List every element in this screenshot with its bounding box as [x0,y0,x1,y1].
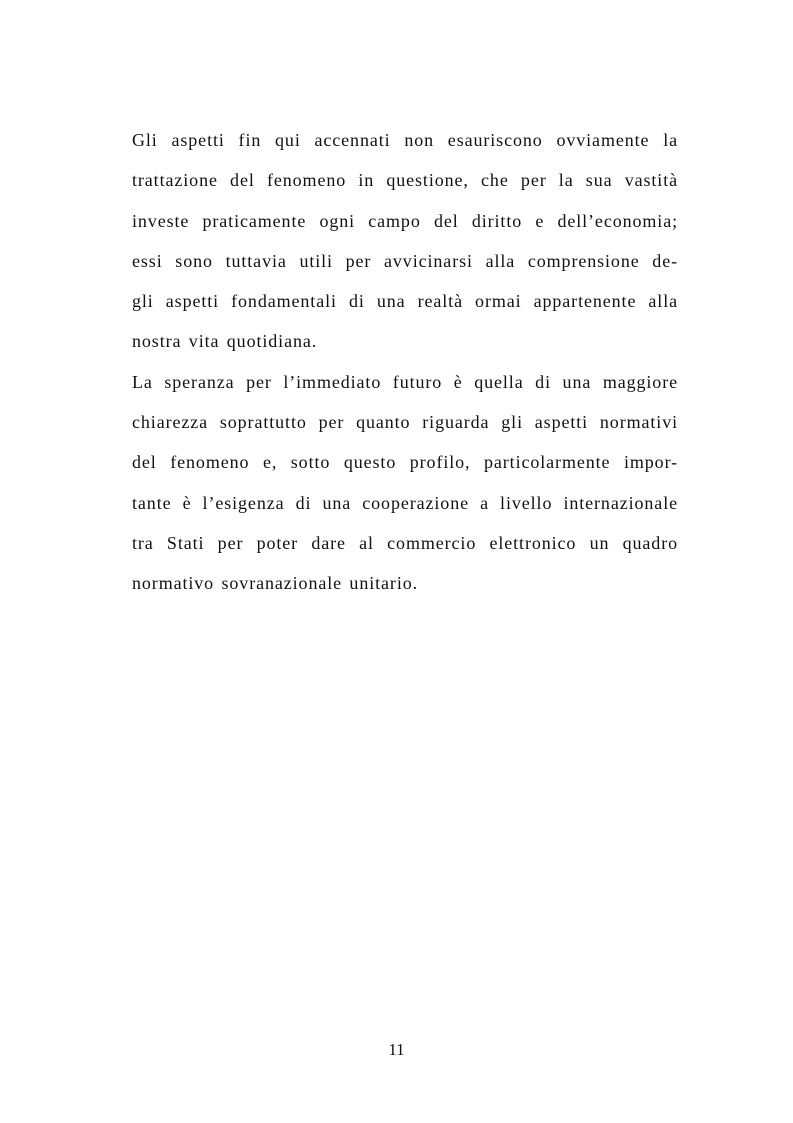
text-line: essi sono tuttavia utili per avvicinarsi alla comprensione de- [132,250,678,271]
text-line: Gli aspetti fin qui accennati non esauriscono ovviamente la [132,130,678,150]
text-line: trattazione del fenomeno in questione, che per la sua vastità [132,170,678,191]
text-line: investe praticamente ogni campo del diritto e dell’economia; [132,210,678,231]
text-line: gli aspetti fondamentali di una realtà ormai appartenente alla [132,291,678,312]
text-line: normativo sovranazionale unitario. [132,573,419,594]
text-line: La speranza per l’immediato futuro è quella di una maggiore [132,371,678,392]
body-text [132,120,678,604]
text-line: chiarezza soprattutto per quanto riguarda gli aspetti normativi [132,412,678,433]
text-line: tra Stati per poter dare al commercio elettronico un quadro [132,532,678,553]
paragraph-1 [132,120,678,362]
text-line: del fenomeno e, sotto questo profilo, particolarmente impor- [132,452,678,473]
page-number: 11 [388,1040,405,1059]
text-line: nostra vita quotidiana. [132,331,318,352]
text-line: tante è l’esigenza di una cooperazione a livello internazionale [132,492,678,513]
paragraph-2 [132,362,678,604]
